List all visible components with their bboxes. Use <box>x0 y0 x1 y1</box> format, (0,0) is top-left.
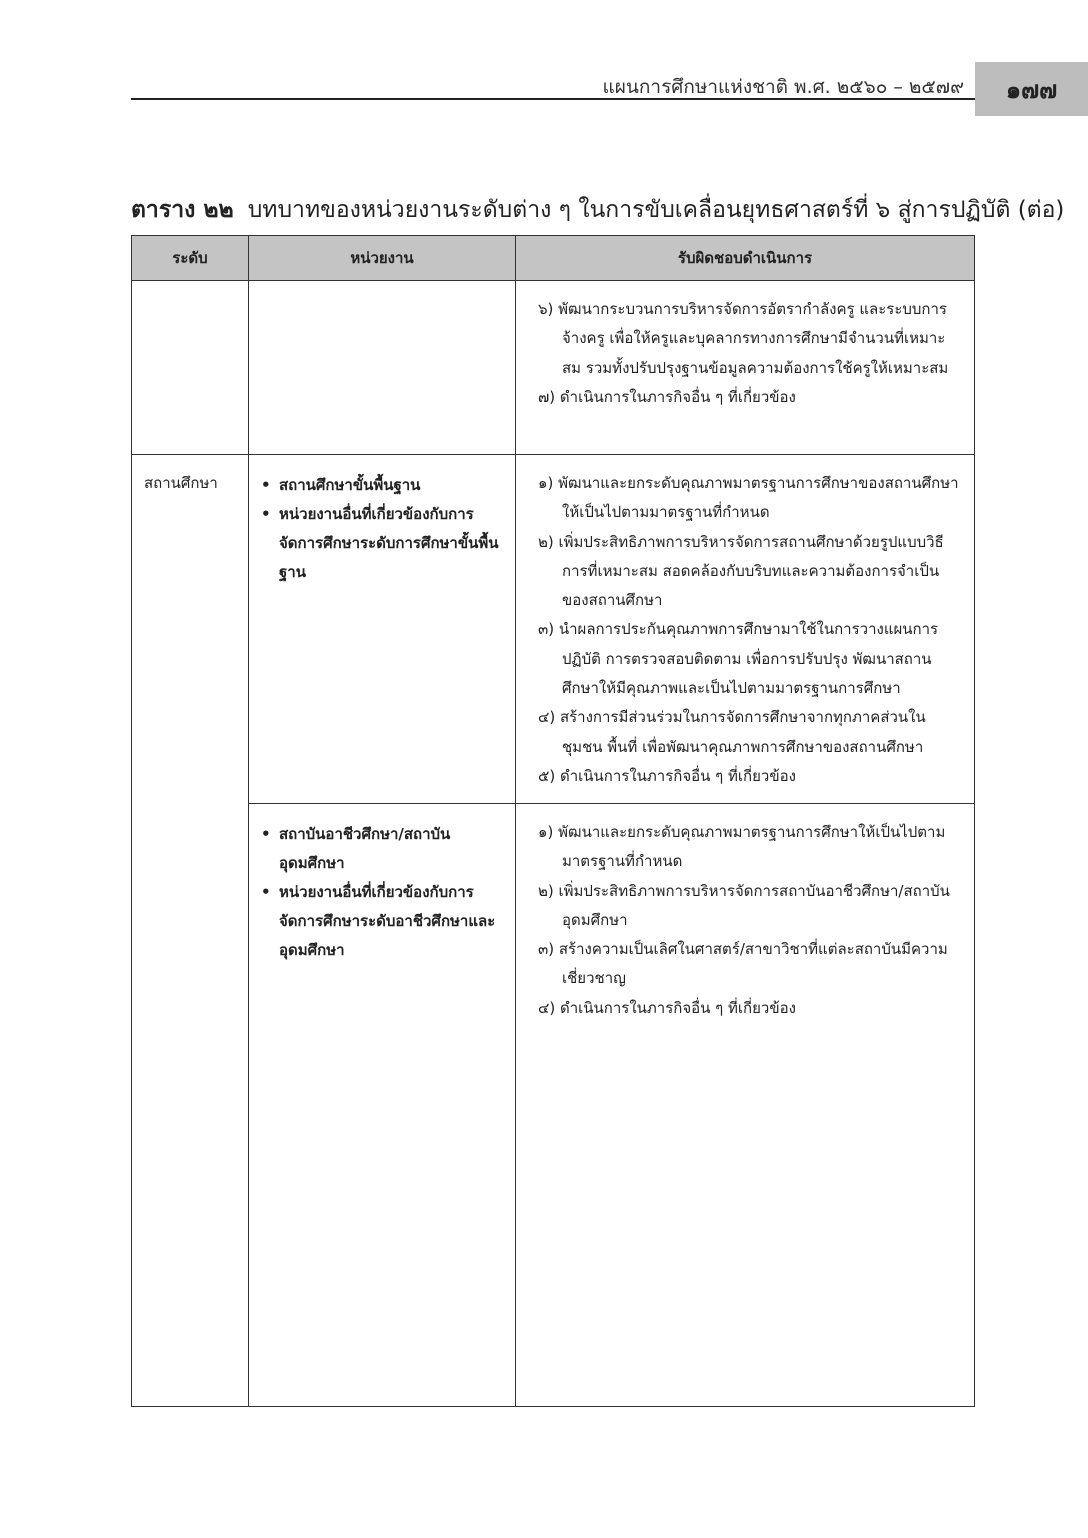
header-level: ระดับ <box>132 236 249 281</box>
duty-item: ๕) ดำเนินการในภารกิจอื่น ๆ ที่เกี่ยวข้อง <box>538 766 796 785</box>
duty-item: ๒) เพิ่มประสิทธิภาพการบริหารจัดการสถานศึกษาด้วยรูปแบบวิธีการที่เหมาะสม สอดคล้องกับบริบทและความต้องการจำเป็นของสถานศึกษา <box>538 532 944 610</box>
table-row <box>132 455 975 804</box>
duty-item: ๒) เพิ่มประสิทธิภาพการบริหารจัดการสถาบันอาชีวศึกษา/สถาบันอุดมศึกษา <box>538 881 950 929</box>
duty-item: ๓) นำผลการประกันคุณภาพการศึกษามาใช้ในการวางแผนการปฏิบัติ การตรวจสอบติดตาม เพื่อการปรับปรุง พัฒนาสถานศึกษาให้มีคุณภาพและเป็นไปตามมาตรฐานการศึกษา <box>538 620 939 698</box>
table-row <box>132 281 975 455</box>
duties-cell <box>516 455 975 804</box>
duty-item: ๑) พัฒนาและยกระดับคุณภาพมาตรฐานการศึกษาให้เป็นไปตามมาตรฐานที่กำหนด <box>538 823 946 871</box>
header-rule <box>131 98 975 100</box>
level-cell: สถานศึกษา <box>132 455 249 1407</box>
duty-item: ๖) พัฒนากระบวนการบริหารจัดการอัตรากำลังครู และระบบการจ้างครู เพื่อให้ครูและบุคลากรทางการศึกษามีจำนวนที่เหมาะสม รวมทั้งปรับปรุงฐานข้อมูลความต้องการใช้ครูให้เหมาะสม <box>538 300 949 377</box>
unit-item: • หน่วยงานอื่นที่เกี่ยวข้องกับการจัดการศึกษาระดับอาชีวศึกษาและอุดมศึกษา <box>261 878 507 965</box>
unit-cell <box>249 804 516 1407</box>
level-cell <box>132 281 249 455</box>
unit-item: • สถาบันอาชีวศึกษา/สถาบันอุดมศึกษา <box>261 820 507 878</box>
unit-item: • สถานศึกษาขั้นพื้นฐาน <box>261 471 507 500</box>
duties-cell <box>516 281 975 455</box>
table-row <box>132 804 975 1407</box>
header-unit: หน่วยงาน <box>249 236 516 281</box>
unit-cell <box>249 281 516 455</box>
table-header-row <box>132 236 975 281</box>
duty-item: ๓) สร้างความเป็นเลิศในศาสตร์/สาขาวิชาที่แต่ละสถาบันมีความเชี่ยวชาญ <box>538 940 948 988</box>
running-header: แผนการศึกษาแห่งชาติ พ.ศ. ๒๕๖๐ – ๒๕๗๙ <box>602 76 964 98</box>
unit-cell <box>249 455 516 804</box>
roles-table <box>131 235 975 1407</box>
duty-item: ๑) พัฒนาและยกระดับคุณภาพมาตรฐานการศึกษาของสถานศึกษาให้เป็นไปตามมาตรฐานที่กำหนด <box>538 474 959 522</box>
duty-item: ๗) ดำเนินการในภารกิจอื่น ๆ ที่เกี่ยวข้อง <box>538 387 796 406</box>
table-title <box>131 192 1064 228</box>
duty-item: ๔) สร้างการมีส่วนร่วมในการจัดการศึกษาจากทุกภาคส่วนในชุมชน พื้นที่ เพื่อพัฒนาคุณภาพการศึกษาของสถานศึกษา <box>538 708 926 756</box>
table-label: ตาราง ๒๒ <box>131 197 234 223</box>
table-caption: บทบาทของหน่วยงานระดับต่าง ๆ ในการขับเคลื่อนยุทธศาสตร์ที่ ๖ สู่การปฏิบัติ (ต่อ) <box>247 197 1065 223</box>
unit-item: • หน่วยงานอื่นที่เกี่ยวข้องกับการจัดการศึกษาระดับการศึกษาขั้นพื้นฐาน <box>261 500 507 587</box>
header-duties: รับผิดชอบดำเนินการ <box>516 236 975 281</box>
duty-item: ๔) ดำเนินการในภารกิจอื่น ๆ ที่เกี่ยวข้อง <box>538 998 796 1017</box>
page-number: ๑๗๗ <box>975 62 1088 116</box>
duties-cell <box>516 804 975 1407</box>
